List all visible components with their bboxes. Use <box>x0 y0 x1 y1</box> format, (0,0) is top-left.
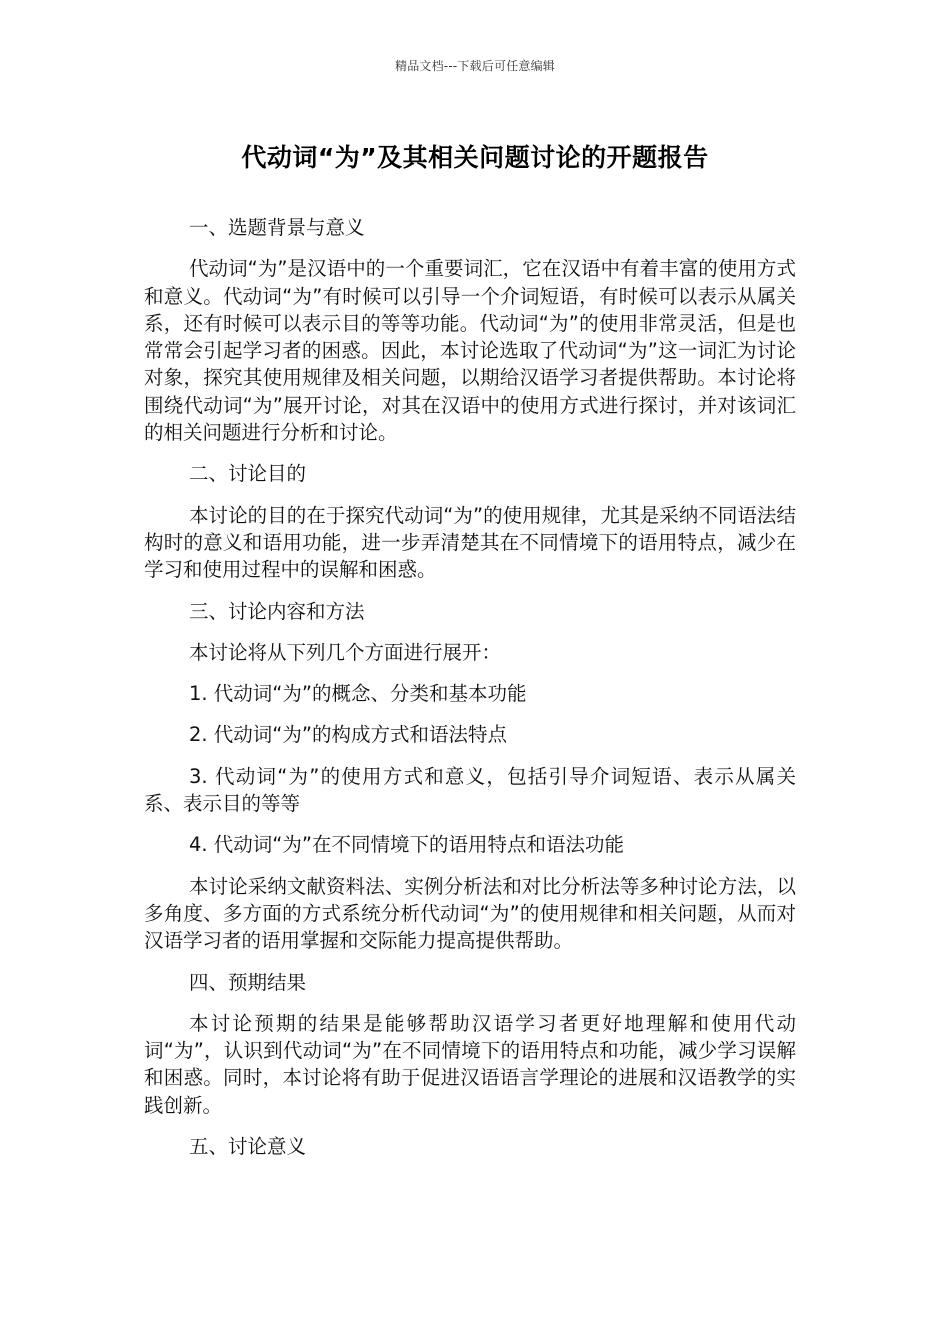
list-item-3: 3. 代动词“为”的使用方式和意义，包括引导介词短语、表示从属关系、表示目的等等 <box>144 764 796 816</box>
section-heading-significance: 五、讨论意义 <box>189 1135 307 1159</box>
paragraph-expected-results: 本讨论预期的结果是能够帮助汉语学习者更好地理解和使用代动词“为”，认识到代动词“为”在不同情境下的语用特点和功能，减少学习误解和困惑。同时，本讨论将有助于促进汉语语言学理论的进展和汉语教学的实践创新。 <box>144 1011 796 1117</box>
document-title: 代动词“为”及其相关问题讨论的开题报告 <box>241 143 709 172</box>
section-heading-expected-results: 四、预期结果 <box>189 970 307 994</box>
section-heading-background: 一、选题背景与意义 <box>189 216 365 239</box>
list-item-2: 2. 代动词“为”的构成方式和语法特点 <box>189 723 508 747</box>
paragraph-content-intro: 本讨论将从下列几个方面进行展开： <box>189 640 502 664</box>
section-heading-content-method: 三、讨论内容和方法 <box>189 599 365 623</box>
paragraph-method: 本讨论采纳文献资料法、实例分析法和对比分析法等多种讨论方法，以多角度、多方面的方式系统分析代动词“为”的使用规律和相关问题，从而对汉语学习者的语用掌握和交际能力提高提供帮助。 <box>144 874 796 953</box>
paragraph-purpose: 本讨论的目的在于探究代动词“为”的使用规律，尤其是采纳不同语法结构时的意义和语用功能，进一步弄清楚其在不同情境下的语用特点，减少在学习和使用过程中的误解和困惑。 <box>144 503 796 582</box>
section-heading-purpose: 二、讨论目的 <box>189 462 307 486</box>
document-body <box>144 214 796 1174</box>
paragraph-background: 代动词“为”是汉语中的一个重要词汇，它在汉语中有着丰富的使用方式和意义。代动词“为”有时候可以引导一个介词短语，有时候可以表示从属关系，还有时候可以表示目的等等功能。代动词“为”的使用非常灵活，但是也常常会引起学习者的困惑。因此，本讨论选取了代动词“为”这一词汇为讨论对象，探究其使用规律及相关问题，以期给汉语学习者提供帮助。本讨论将围绕代动词“为”展开讨论，对其在汉语中的使用方式进行探讨，并对该词汇的相关问题进行分析和讨论。 <box>144 257 796 445</box>
list-item-4: 4. 代动词“为”在不同情境下的语用特点和语法功能 <box>189 833 625 857</box>
header-note: 精品文档---下载后可任意编辑 <box>395 59 555 73</box>
list-item-1: 1. 代动词“为”的概念、分类和基本功能 <box>189 682 527 706</box>
